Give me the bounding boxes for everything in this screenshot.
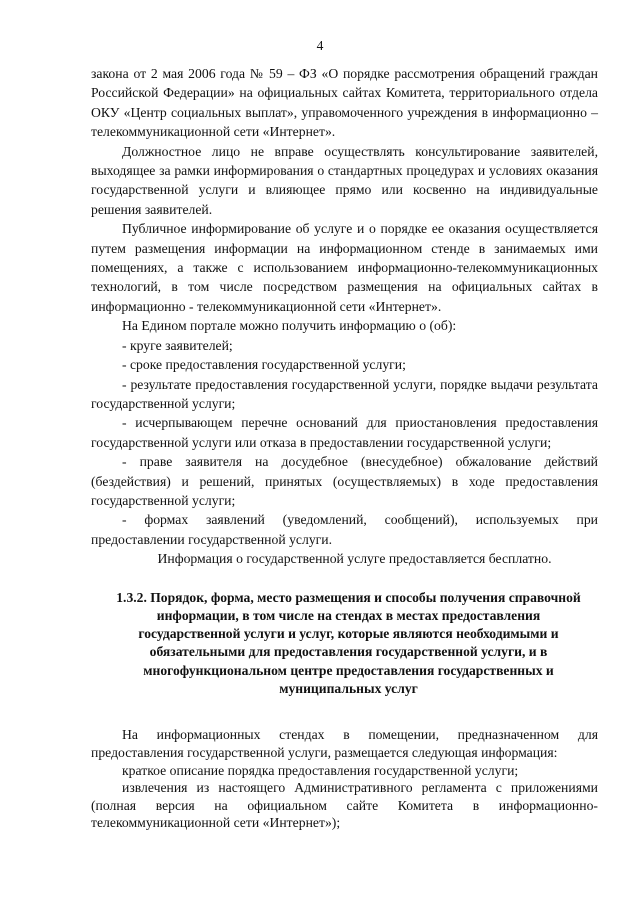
paragraph-law-reference: закона от 2 мая 2006 года № 59 – ФЗ «О порядке рассмотрения обращений граждан Российской Федерации» на официальных сайтах Комитета, территориального отдела ОКУ «Центр социальных выплат», управомоченного учреждения в информационно – телекоммуникационной сети «Интернет». <box>91 66 598 140</box>
list-item-deadline: - сроке предоставления государственной услуги; <box>122 357 406 373</box>
paragraph-consulting-limits: Должностное лицо не вправе осуществлять консультирование заявителей, выходящее за рамки информирования о стандартных процедурах и условиях оказания государственной услуги и влияющее прямо или косвенно на индивидуальные решения заявителей. <box>91 143 598 217</box>
paragraph-public-informing: Публичное информирование об услуге и о порядке ее оказания осуществляется путем размещения информации на информационном стенде в занимаемых ими помещениях, а также с использованием информационно-телекоммуникационных технологий, в том числе посредством размещения на официальных сайтах в информационно - телекоммуникационной сети «Интернет». <box>91 221 598 314</box>
list-item-appeal-right: - праве заявителя на досудебное (внесудебное) обжалование действий (бездействия) и решений, принятых (осуществляемых) в ходе предоставления государственной услуги; <box>91 454 598 508</box>
list-item-grounds: - исчерпывающем перечне оснований для приостановления предоставления государственной услуги или отказа в предоставлении государственной услуги; <box>91 415 598 450</box>
page-number: 4 <box>316 38 324 53</box>
section-heading-1-3-2: 1.3.2. Порядок, форма, место размещения и способы получения справочной информации, в том числе на стендах в местах предоставления государственной услуги и услуг, которые являются необходимыми и обязательными для предоставления государственной услуги, и в многофункциональном центре предоставления государственных и муниципальных услуг <box>116 589 581 697</box>
paragraph-stands-extracts: извлечения из настоящего Административного регламента с приложениями (полная версия на официальном сайте Комитета в информационно-телекоммуникационной сети «Интернет»); <box>91 780 598 831</box>
list-item-forms: - формах заявлений (уведомлений, сообщений), используемых при предоставлении государственной услуги. <box>91 512 598 547</box>
paragraph-stands-description: краткое описание порядка предоставления государственной услуги; <box>122 762 519 778</box>
list-item-applicants: - круге заявителей; <box>122 337 233 353</box>
document-body <box>91 64 598 832</box>
paragraph-free-info: Информация о государственной услуге предоставляется бесплатно. <box>157 551 552 567</box>
list-item-result: - результате предоставления государственной услуги, порядке выдачи результата государственной услуги; <box>91 376 598 411</box>
paragraph-stands-intro: На информационных стендах в помещении, предназначенном для предоставления государственной услуги, размещается следующая информация: <box>91 727 598 760</box>
paragraph-portal-intro: На Едином портале можно получить информацию о (об): <box>122 318 457 334</box>
